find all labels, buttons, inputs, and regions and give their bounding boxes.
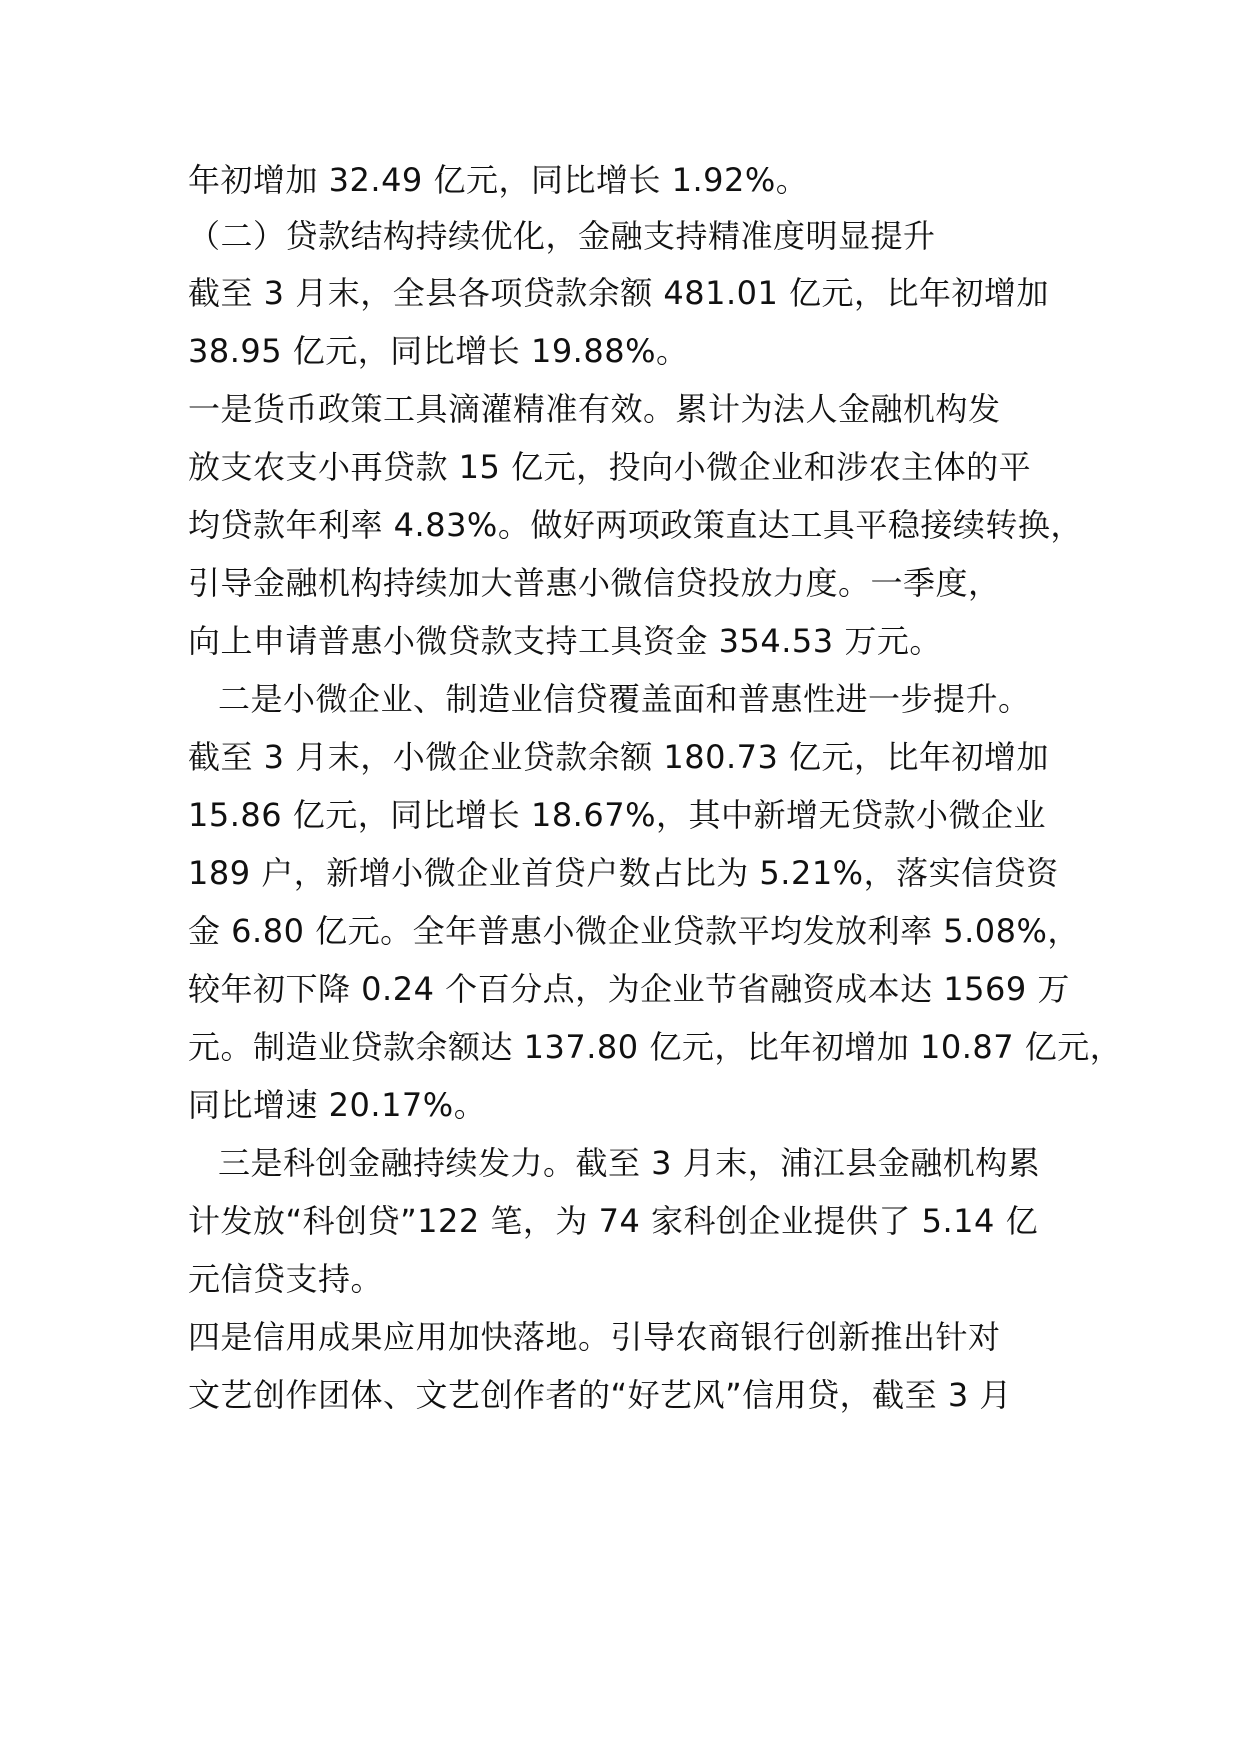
text-line: 向上申请普惠小微贷款支持工具资金 354.53 万元。: [188, 622, 942, 660]
text-line: 元。制造业贷款余额达 137.80 亿元，比年初增加 10.87 亿元，: [188, 1028, 1123, 1066]
text-line: 189 户，新增小微企业首贷户数占比为 5.21%，落实信贷资: [188, 854, 1059, 892]
text-line: 四是信用成果应用加快落地。引导农商银行创新推出针对: [188, 1318, 1001, 1356]
text-line: 均贷款年利率 4.83%。做好两项政策直达工具平稳接续转换，: [188, 506, 1083, 544]
text-line: 计发放“科创贷”122 笔，为 74 家科创企业提供了 5.14 亿: [188, 1202, 1039, 1240]
text-line: 截至 3 月末，全县各项贷款余额 481.01 亿元，比年初增加: [188, 274, 1050, 312]
text-line: 引导金融机构持续加大普惠小微信贷投放力度。一季度，: [188, 564, 1001, 602]
text-line: 二是小微企业、制造业信贷覆盖面和普惠性进一步提升。: [218, 680, 1031, 718]
text-line: 金 6.80 亿元。全年普惠小微企业贷款平均发放利率 5.08%，: [188, 912, 1080, 950]
text-line: 一是货币政策工具滴灌精准有效。累计为法人金融机构发: [188, 390, 1001, 428]
text-line: 三是科创金融持续发力。截至 3 月末，浦江县金融机构累: [218, 1144, 1041, 1182]
text-line: 38.95 亿元，同比增长 19.88%。: [188, 332, 689, 370]
text-line: 文艺创作团体、文艺创作者的“好艺风”信用贷，截至 3 月: [188, 1376, 1012, 1414]
text-line: 同比增速 20.17%。: [188, 1086, 487, 1124]
text-line: 放支农支小再贷款 15 亿元，投向小微企业和涉农主体的平: [188, 448, 1032, 486]
text-line: 截至 3 月末，小微企业贷款余额 180.73 亿元，比年初增加: [188, 738, 1050, 776]
text-line: 15.86 亿元，同比增长 18.67%，其中新增无贷款小微企业: [188, 796, 1046, 834]
section-heading: （二）贷款结构持续优化，金融支持精准度明显提升: [188, 217, 936, 255]
text-line: 年初增加 32.49 亿元，同比增长 1.92%。: [188, 161, 809, 199]
text-line: 较年初下降 0.24 个百分点，为企业节省融资成本达 1569 万: [188, 970, 1070, 1008]
text-line: 元信贷支持。: [188, 1260, 384, 1298]
